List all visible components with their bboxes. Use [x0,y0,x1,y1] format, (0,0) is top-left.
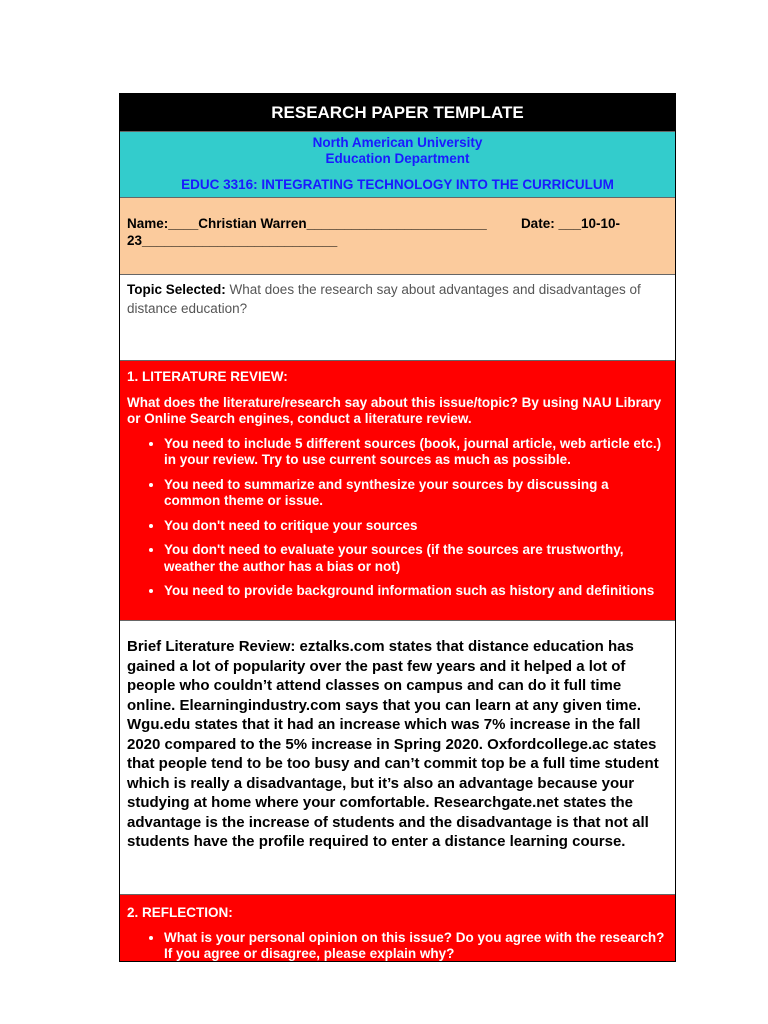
literature-heading: 1. LITERATURE REVIEW: [127,369,288,384]
university-name: North American University [312,135,483,150]
course-title: EDUC 3316: INTEGRATING TECHNOLOGY INTO THE CURRICULUM [181,177,614,192]
document-title: RESEARCH PAPER TEMPLATE [271,102,524,122]
topic-label: Topic Selected: [127,282,226,297]
list-item: • You need to provide background information such as history and definitions [164,583,668,600]
review-text: Brief Literature Review: eztalks.com states that distance education has gained a lot of popularity over the past few years and it helped a lot of people who couldn’t attend classes on campus and can do it full time online. Elearningindustry.com says that you can learn at any given time. Wgu.edu states that it had an increase which was 7% increase in the fall 2020 compared to the 5% increase in Spring 2020. Oxfordcollege.ac states that people tend to be too busy and can’t commit top be a full time student which is really a disadvantage, but it’s also an advantage because your studying at home where your comfortable. Researchgate.net states the advantage is the increase of students and the disadvantage is that not all students have the profile required to enter a distance learning course. [127,638,659,850]
title-bar [120,94,675,132]
reflection-section [120,895,675,961]
reflection-heading: 2. REFLECTION: [127,905,233,920]
literature-intro: What does the literature/research say about this issue/topic? By using NAU Library or Online Search engines, conduct a literature review. [127,394,662,426]
topic-section [120,275,675,361]
list-item: • You don't need to critique your sources [164,518,668,535]
list-item: • You don't need to evaluate your sources (if the sources are trustworthy, weather the author has a bias or not) [164,542,668,575]
list-item: • You need to include 5 different sources (book, journal article, web article etc.) in your review. Try to use current sources as much as possible. [164,436,668,469]
topic-text: What does the research say about advantages and disadvantages of distance education? [127,282,641,316]
date-field-continued: 23__________________________ [127,233,338,248]
student-info [120,198,675,275]
name-field[interactable]: Name:____Christian Warren________________________ [127,216,487,231]
date-field[interactable]: Date: ___10-10- [520,216,620,231]
university-header [120,132,675,198]
reflection-bullet-list [127,930,668,962]
list-item: • What is your personal opinion on this issue? Do you agree with the research? If you agree or disagree, please explain why? [164,930,668,962]
literature-review-response [120,621,675,895]
department-name: Education Department [325,151,470,166]
literature-review-instructions [120,361,675,621]
literature-bullet-list [127,436,668,600]
research-paper-template [119,93,676,962]
list-item: • You need to summarize and synthesize your sources by discussing a common theme or issue. [164,477,668,510]
